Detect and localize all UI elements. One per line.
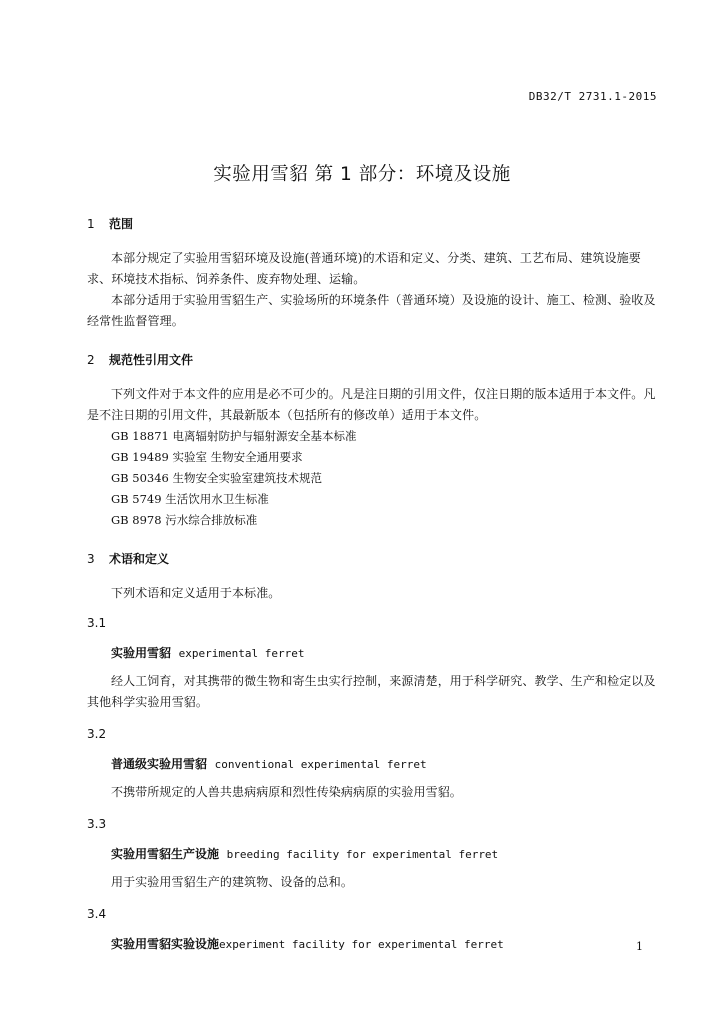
- section-title: 术语和定义: [109, 552, 170, 566]
- reference-item: GB 19489 实验室 生物安全通用要求: [111, 450, 303, 464]
- section-heading-terms: [87, 547, 657, 571]
- term-definition: 经人工饲育，对其携带的微生物和寄生虫实行控制，来源清楚，用于科学研究、教学、生产和检定以及其他科学实验用雪貂。: [87, 674, 656, 709]
- term-number: 3.1: [87, 616, 107, 630]
- section-number: 2: [87, 353, 95, 367]
- document-code: DB32/T 2731.1-2015: [528, 90, 657, 103]
- paragraph: 下列文件对于本文件的应用是必不可少的。凡是注日期的引用文件，仅注日期的版本适用于本文件。凡是不注日期的引用文件，其最新版本（包括所有的修改单）适用于本文件。: [87, 387, 656, 422]
- term-number: 3.4: [87, 907, 107, 921]
- reference-item: GB 8978 污水综合排放标准: [111, 513, 258, 527]
- term-definition: 用于实验用雪貂生产的建筑物、设备的总和。: [111, 875, 354, 889]
- reference-item: GB 5749 生活饮用水卫生标准: [111, 492, 269, 506]
- term-entry: [87, 642, 657, 665]
- term-english: experiment facility for experimental ferret: [219, 938, 504, 951]
- term-chinese: 实验用雪貂生产设施: [111, 847, 220, 861]
- term-chinese: 实验用雪貂: [111, 646, 172, 660]
- section-heading-normative-references: [87, 348, 657, 372]
- term-english: experimental ferret: [178, 647, 305, 660]
- term-chinese: 实验用雪貂实验设施: [111, 937, 220, 951]
- term-number: 3.2: [87, 727, 107, 741]
- term-number: 3.3: [87, 817, 107, 831]
- term-english: conventional experimental ferret: [214, 758, 427, 771]
- term-entry: [87, 933, 657, 956]
- paragraph: 下列术语和定义适用于本标准。: [111, 586, 281, 600]
- page-number: 1: [636, 940, 643, 953]
- section-number: 3: [87, 552, 95, 566]
- document-title: 实验用雪貂 第 1 部分：环境及设施: [213, 164, 511, 185]
- section-title: 范围: [109, 217, 134, 231]
- reference-item: GB 18871 电离辐射防护与辐射源安全基本标准: [111, 429, 357, 443]
- term-chinese: 普通级实验用雪貂: [111, 757, 208, 771]
- term-english: breeding facility for experimental ferret: [226, 848, 499, 861]
- term-entry: [87, 843, 657, 866]
- reference-item: GB 50346 生物安全实验室建筑技术规范: [111, 471, 323, 485]
- section-heading-scope: [87, 212, 657, 236]
- paragraph: 本部分适用于实验用雪貂生产、实验场所的环境条件（普通环境）及设施的设计、施工、检测、验收及经常性监督管理。: [87, 293, 656, 328]
- section-number: 1: [87, 217, 95, 231]
- paragraph: 本部分规定了实验用雪貂环境及设施(普通环境)的术语和定义、分类、建筑、工艺布局、建筑设施要求、环境技术指标、饲养条件、废弃物处理、运输。: [87, 251, 641, 286]
- term-entry: [87, 753, 657, 776]
- section-title: 规范性引用文件: [109, 353, 194, 367]
- term-definition: 不携带所规定的人兽共患病病原和烈性传染病病原的实验用雪貂。: [111, 785, 462, 799]
- document-body: [87, 212, 657, 956]
